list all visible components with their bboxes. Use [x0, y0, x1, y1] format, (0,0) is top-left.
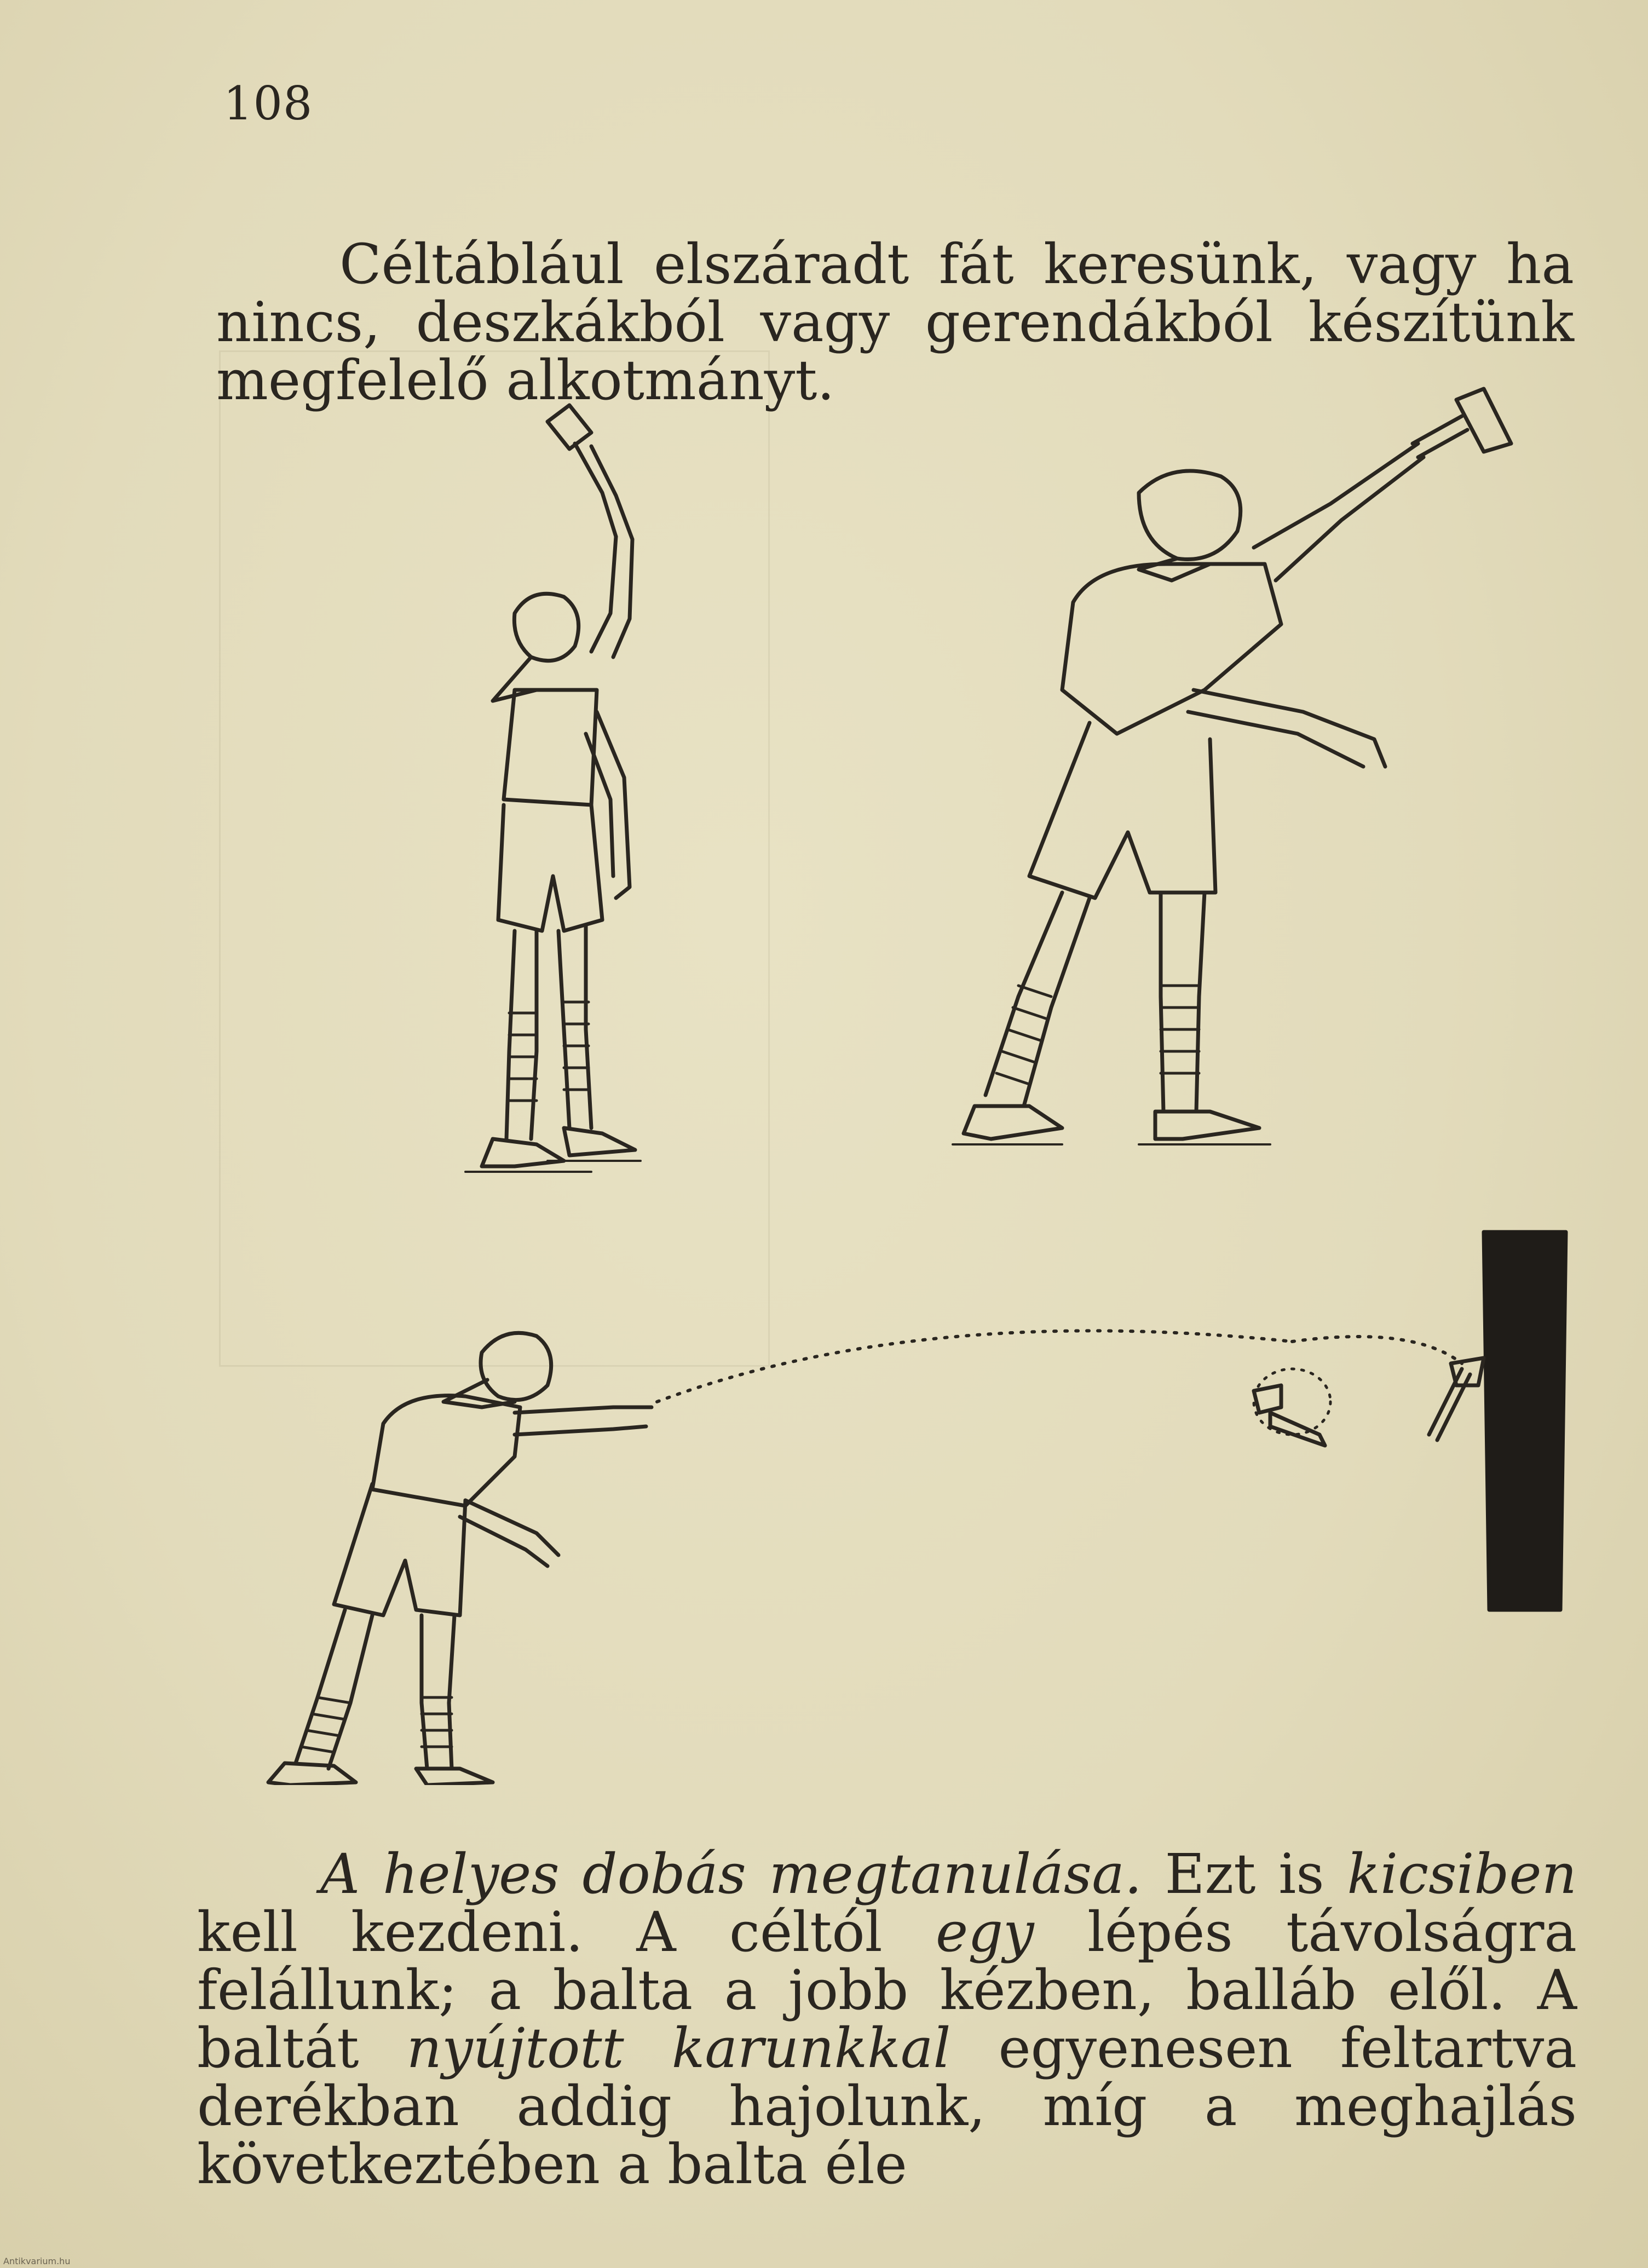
scout-throwing-axe-figure	[268, 1333, 652, 1785]
scout-swinging-axe-figure	[953, 389, 1511, 1144]
text-segment: egyenesen feltartva derékban addig hajolunk, míg a meghajlás következtében a balta éle	[197, 2016, 1577, 2196]
text-segment: kell kezdeni. A céltól	[197, 1900, 936, 1964]
page-number: 108	[223, 77, 313, 130]
emphasis-small-scale: kicsiben	[1347, 1842, 1577, 1906]
tree-target-figure	[1429, 1232, 1566, 1610]
axe-throwing-drawing	[208, 383, 1599, 1785]
text-segment: Ezt is	[1142, 1842, 1347, 1906]
axe-trajectory	[657, 1331, 1462, 1446]
illustration-axe-throwing	[208, 383, 1599, 1785]
scout-raising-axe-figure	[465, 405, 641, 1172]
emphasis-outstretched-arm: nyújtott karunkkal	[406, 2016, 951, 2080]
text-segment: lépés távolságra felállunk; a balta a jobb kézben, balláb elől. A baltát	[197, 1900, 1577, 2080]
paragraph-correct-throw	[197, 1842, 1577, 2196]
watermark-credit: Antikvarium.hu	[3, 2256, 71, 2266]
subheading-correct-throw: A helyes dobás megtanulása.	[320, 1842, 1142, 1906]
paragraph-target: Céltáblául elszáradt fát keresünk, vagy ha nincs, deszkákból vagy gerendákból készítünk megfelelő alkotmányt.	[216, 232, 1574, 412]
emphasis-one: egy	[935, 1900, 1034, 1964]
